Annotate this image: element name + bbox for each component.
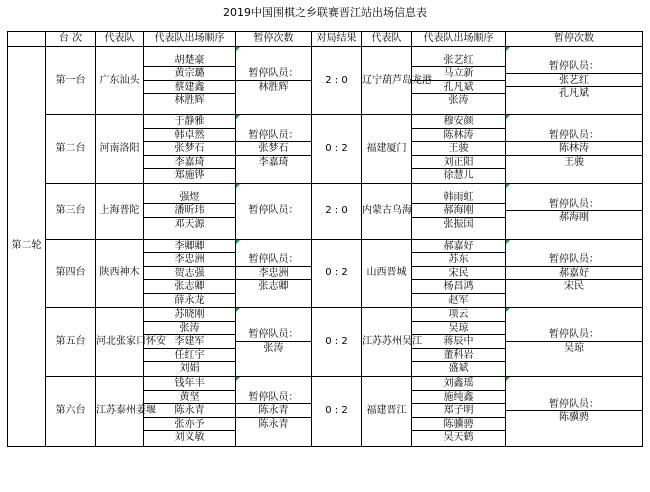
player-b: 张涛 bbox=[448, 95, 469, 106]
player-b: 赵军 bbox=[448, 294, 469, 306]
paused-player: 吴琼 bbox=[564, 342, 584, 354]
result-cell: 0 : 2 bbox=[312, 376, 362, 446]
team-b-cell: 山西晋城 bbox=[362, 239, 412, 308]
player-b: 郝海刚 bbox=[412, 204, 505, 218]
result-cell: 0 : 2 bbox=[312, 308, 362, 377]
player-b: 韩雨虹 bbox=[412, 191, 505, 205]
paused-player: 陈骥骋 bbox=[559, 412, 589, 423]
header-team-b: 代表队 bbox=[362, 32, 412, 47]
pause-label: 暂停队员： bbox=[506, 253, 642, 267]
header-result: 对局结果 bbox=[312, 32, 362, 47]
player-a: 刘义敏 bbox=[174, 432, 205, 444]
match-row bbox=[8, 115, 643, 184]
pause-label: 暂停队员： bbox=[236, 391, 311, 405]
team-a-cell: 广东汕头 bbox=[96, 47, 144, 115]
player-a: 贺志强 bbox=[144, 267, 235, 281]
pause-label: 暂停队员： bbox=[506, 129, 642, 143]
team-b-cell: 内蒙古乌海 bbox=[362, 183, 412, 239]
paused-player: 李忠洲 bbox=[236, 267, 311, 281]
order-b-cell bbox=[412, 115, 506, 184]
paused-player: 张涛 bbox=[263, 342, 284, 354]
order-a-cell bbox=[144, 47, 236, 115]
result-cell: 2 : 0 bbox=[312, 183, 362, 239]
match-row bbox=[8, 376, 643, 446]
pause-label: 暂停队员： bbox=[506, 198, 642, 212]
pause-label: 暂停队员： bbox=[236, 328, 311, 342]
header-row bbox=[8, 32, 643, 47]
order-b-cell bbox=[412, 376, 506, 446]
player-a: 强煜 bbox=[144, 191, 235, 205]
player-b: 张振国 bbox=[443, 218, 474, 230]
player-a: 张涛 bbox=[144, 322, 235, 336]
player-a: 郑施铧 bbox=[174, 170, 205, 181]
player-b: 蒋辰中 bbox=[412, 335, 505, 349]
header-pause-a: 暂停次数 bbox=[236, 32, 312, 47]
player-a: 刘娟 bbox=[179, 363, 200, 374]
player-b: 董科岩 bbox=[412, 349, 505, 363]
round-label-cell: 第二轮 bbox=[8, 47, 46, 447]
paused-player: 张志卿 bbox=[258, 281, 289, 292]
table-number-cell: 第五台 bbox=[46, 308, 96, 377]
paused-player: 孔凡斌 bbox=[559, 88, 589, 100]
order-a-cell bbox=[144, 239, 236, 308]
team-a-cell: 陕西神木 bbox=[96, 239, 144, 308]
paused-player: 陈永青 bbox=[236, 404, 311, 418]
player-b: 王骏 bbox=[412, 142, 505, 156]
player-b: 郝嘉好 bbox=[412, 240, 505, 254]
pause-label: 暂停队员： bbox=[506, 60, 642, 74]
player-a: 张志卿 bbox=[144, 280, 235, 294]
pause-label: 暂停队员： bbox=[236, 129, 311, 143]
pause-b-cell bbox=[506, 183, 643, 239]
paused-player: 张艺红 bbox=[506, 74, 642, 88]
player-a: 薛永龙 bbox=[174, 294, 205, 306]
match-row bbox=[8, 183, 643, 239]
paused-player: 郝嘉好 bbox=[506, 267, 642, 281]
team-a-cell: 江苏泰州姜堰 bbox=[96, 376, 144, 446]
player-a: 钱年丰 bbox=[144, 377, 235, 391]
player-a: 黄宗璐 bbox=[144, 67, 235, 81]
paused-player: 王骏 bbox=[564, 156, 584, 168]
player-a: 李嘉琦 bbox=[144, 156, 235, 170]
player-a: 张梦石 bbox=[144, 142, 235, 156]
pause-b-cell bbox=[506, 376, 643, 446]
player-a: 胡楚豪 bbox=[144, 54, 235, 68]
order-b-cell bbox=[412, 183, 506, 239]
player-b: 盛斌 bbox=[448, 363, 469, 374]
player-a: 林胜辉 bbox=[174, 95, 205, 106]
player-b: 孔凡斌 bbox=[412, 81, 505, 95]
result-cell: 0 : 2 bbox=[312, 115, 362, 184]
player-a: 邓天源 bbox=[174, 218, 205, 230]
paused-player: 李嘉琦 bbox=[258, 156, 289, 168]
player-b: 杨昌鸿 bbox=[412, 280, 505, 294]
order-b-cell bbox=[412, 308, 506, 377]
player-a: 苏晓刚 bbox=[144, 308, 235, 322]
pause-a-cell bbox=[236, 308, 312, 377]
player-a: 蔡建鑫 bbox=[144, 81, 235, 95]
player-a: 李建军 bbox=[144, 335, 235, 349]
match-row bbox=[8, 308, 643, 377]
paused-player: 郝海刚 bbox=[559, 212, 589, 223]
player-b: 穆安颜 bbox=[412, 115, 505, 129]
player-a: 于静雅 bbox=[144, 115, 235, 129]
player-a: 任红宇 bbox=[144, 349, 235, 363]
pause-label: 暂停队员： bbox=[236, 253, 311, 267]
order-b-cell bbox=[412, 47, 506, 115]
pause-b-cell bbox=[506, 239, 643, 308]
player-b: 陈骥骋 bbox=[412, 418, 505, 432]
player-b: 郑子明 bbox=[412, 404, 505, 418]
player-b: 陈林涛 bbox=[412, 129, 505, 143]
table-number-cell: 第三台 bbox=[46, 183, 96, 239]
player-b: 苏东 bbox=[412, 253, 505, 267]
pause-a-cell bbox=[236, 47, 312, 115]
pause-label: 暂停队员： bbox=[248, 205, 299, 217]
table-number-cell: 第四台 bbox=[46, 239, 96, 308]
paused-player: 宋民 bbox=[564, 281, 584, 292]
player-a: 黄坚 bbox=[144, 391, 235, 405]
table-number-cell: 第六台 bbox=[46, 376, 96, 446]
team-a-cell: 河北张家口怀安 bbox=[96, 308, 144, 377]
header-round-cell bbox=[8, 32, 46, 47]
header-table: 台 次 bbox=[46, 32, 96, 47]
paused-player: 林胜辉 bbox=[258, 81, 289, 93]
player-a: 韩卓然 bbox=[144, 129, 235, 143]
header-pause-b: 暂停次数 bbox=[506, 32, 643, 47]
player-a: 陈永青 bbox=[144, 404, 235, 418]
table-number-cell: 第一台 bbox=[46, 47, 96, 115]
player-b: 吴天鹤 bbox=[443, 432, 474, 444]
player-b: 徐慧儿 bbox=[443, 170, 474, 181]
lineup-table bbox=[7, 31, 643, 447]
result-cell: 0 : 2 bbox=[312, 239, 362, 308]
order-a-cell bbox=[144, 308, 236, 377]
header-order-a: 代表队出场顺序 bbox=[144, 32, 236, 47]
player-b: 刘鑫瑶 bbox=[412, 377, 505, 391]
pause-b-cell bbox=[506, 308, 643, 377]
match-row bbox=[8, 47, 643, 115]
pause-label: 暂停队员： bbox=[506, 328, 642, 342]
pause-b-cell bbox=[506, 47, 643, 115]
result-cell: 2 : 0 bbox=[312, 47, 362, 115]
player-b: 项云 bbox=[412, 308, 505, 322]
player-b: 宋民 bbox=[412, 267, 505, 281]
paused-player: 陈林涛 bbox=[506, 142, 642, 156]
pause-a-cell bbox=[236, 376, 312, 446]
team-a-cell: 上海普陀 bbox=[96, 183, 144, 239]
player-b: 张艺红 bbox=[412, 54, 505, 68]
team-b-cell: 福建厦门 bbox=[362, 115, 412, 184]
page-title: 2019中国围棋之乡联赛晋江站出场信息表 bbox=[223, 6, 427, 19]
player-b: 刘正阳 bbox=[412, 156, 505, 170]
order-a-cell bbox=[144, 183, 236, 239]
pause-label: 暂停队员： bbox=[506, 398, 642, 412]
header-order-b: 代表队出场顺序 bbox=[412, 32, 506, 47]
team-b-cell: 辽宁葫芦岛龙港 bbox=[362, 47, 412, 115]
player-a: 张亦予 bbox=[144, 418, 235, 432]
player-b: 吴琼 bbox=[412, 322, 505, 336]
player-a: 李卿卿 bbox=[144, 240, 235, 254]
pause-a-cell bbox=[236, 239, 312, 308]
paused-player: 陈永青 bbox=[258, 418, 289, 430]
table-number-cell: 第二台 bbox=[46, 115, 96, 184]
match-row bbox=[8, 239, 643, 308]
order-a-cell bbox=[144, 376, 236, 446]
player-b: 施纯鑫 bbox=[412, 391, 505, 405]
paused-player: 张梦石 bbox=[236, 142, 311, 156]
team-b-cell: 福建晋江 bbox=[362, 376, 412, 446]
player-b: 马立新 bbox=[412, 67, 505, 81]
order-a-cell bbox=[144, 115, 236, 184]
player-a: 李忠洲 bbox=[144, 253, 235, 267]
team-b-cell: 江苏苏州吴江 bbox=[362, 308, 412, 377]
pause-a-cell bbox=[236, 183, 312, 239]
pause-b-cell bbox=[506, 115, 643, 184]
pause-a-cell bbox=[236, 115, 312, 184]
header-team-a: 代表队 bbox=[96, 32, 144, 47]
pause-label: 暂停队员： bbox=[236, 67, 311, 81]
team-a-cell: 河南洛阳 bbox=[96, 115, 144, 184]
player-a: 潘昕玮 bbox=[144, 204, 235, 218]
order-b-cell bbox=[412, 239, 506, 308]
